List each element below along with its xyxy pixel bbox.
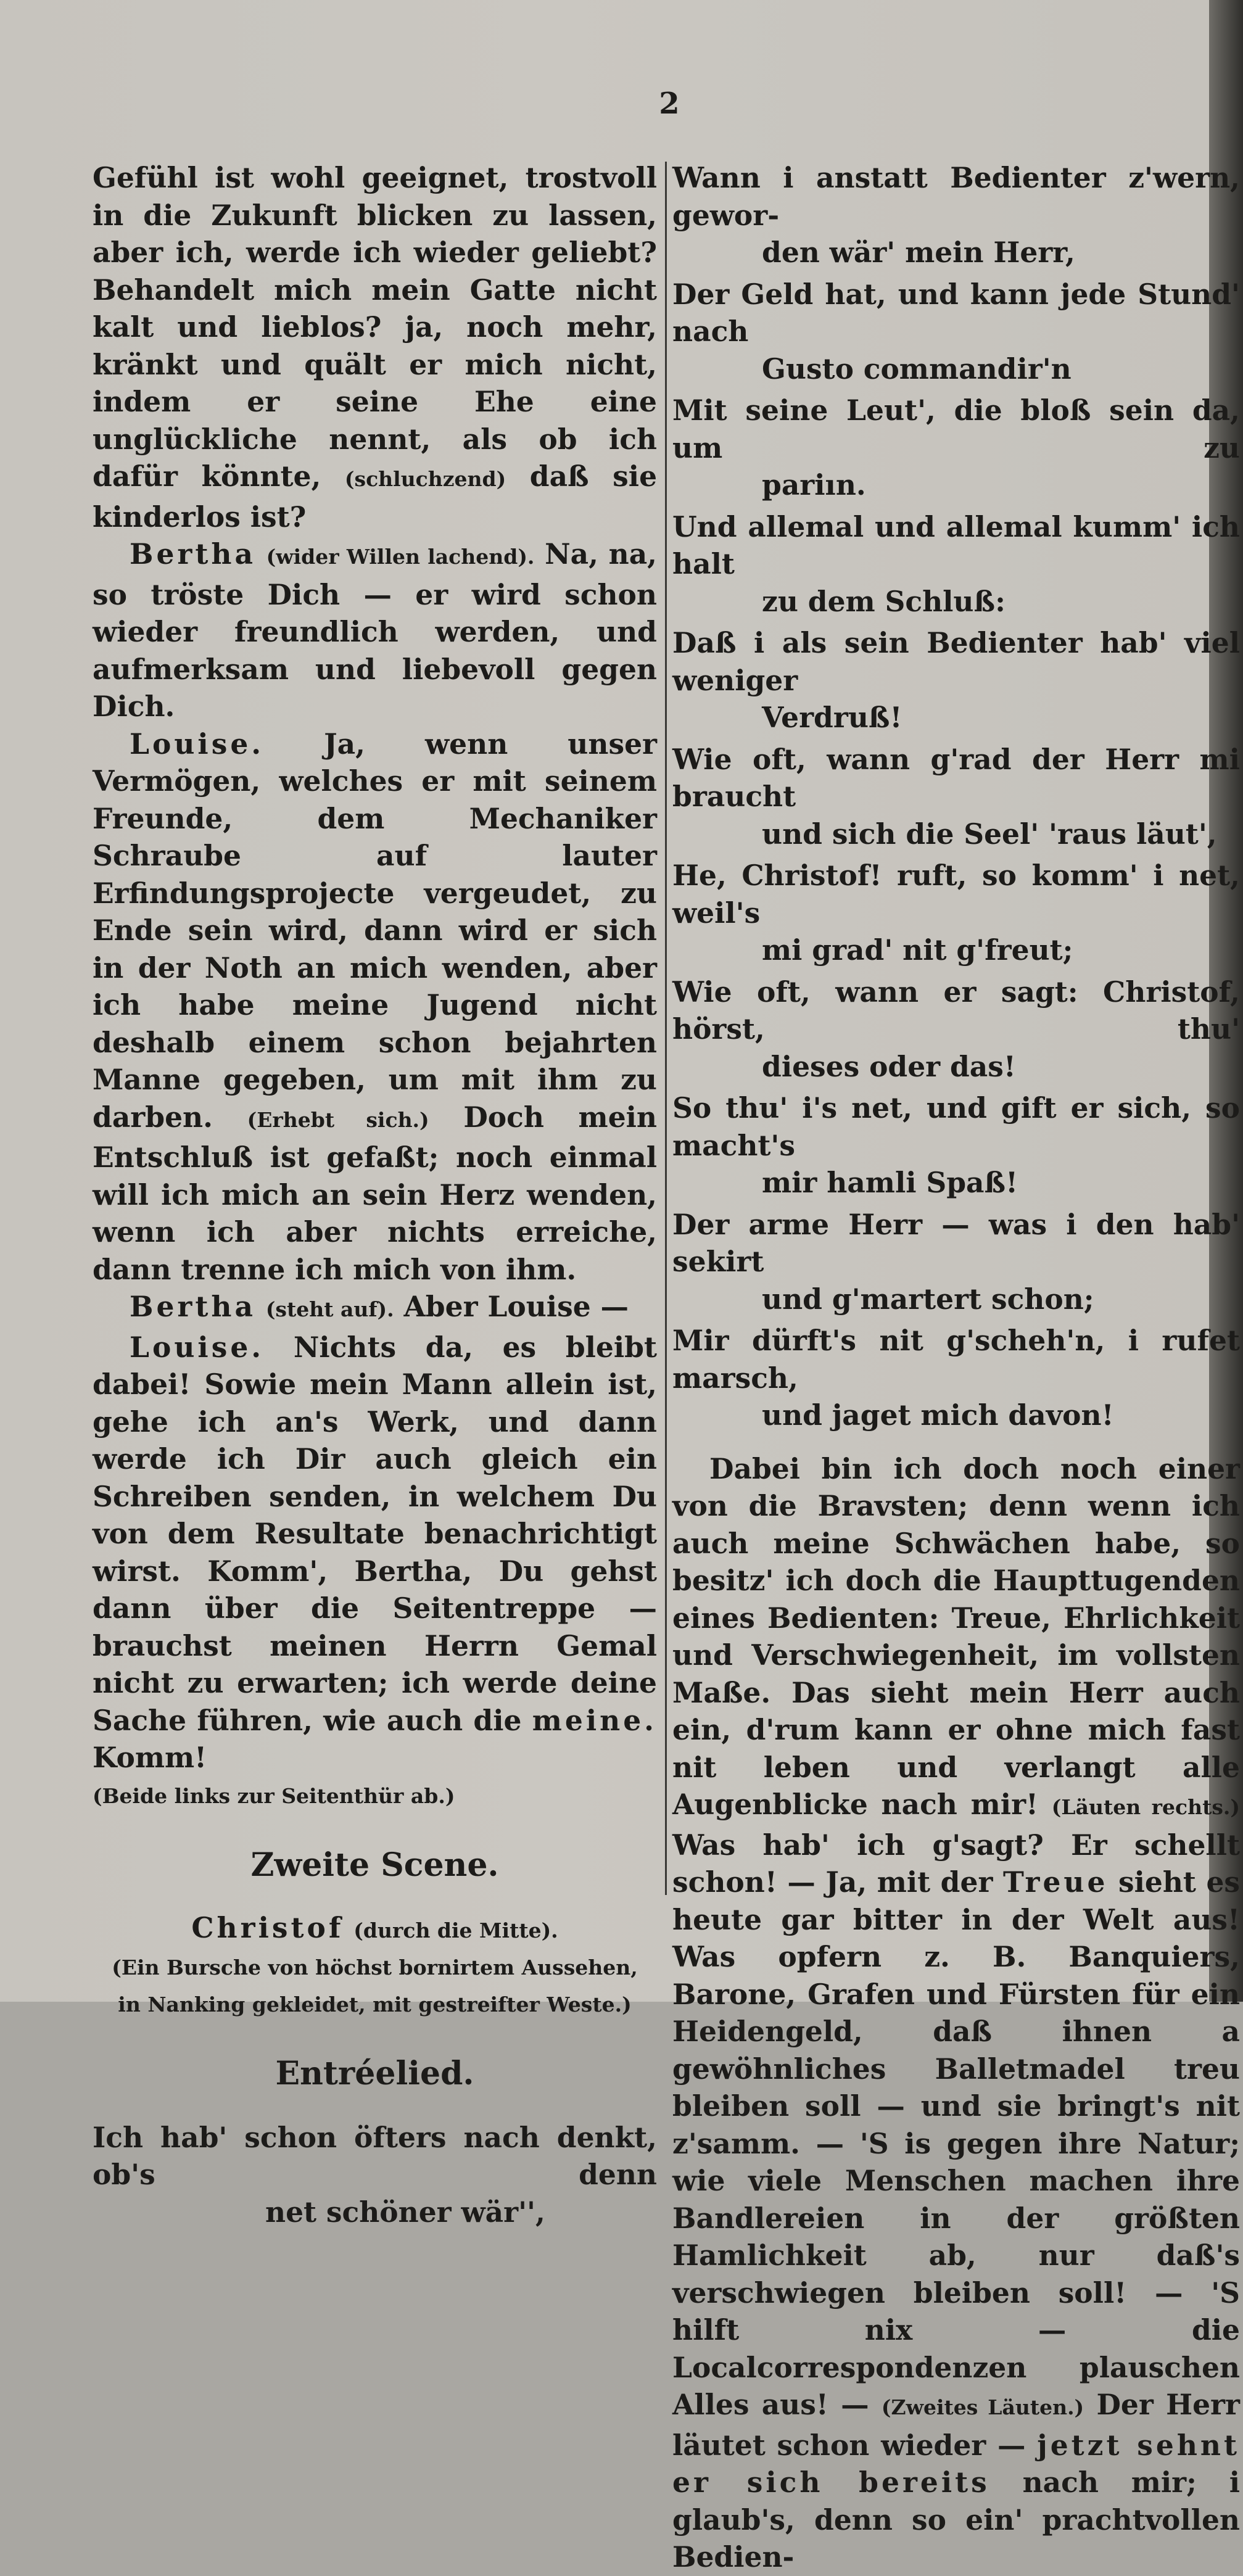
- stage-direction: (wider Willen lachend).: [266, 545, 535, 569]
- scene-title: Zweite Scene.: [250, 1846, 499, 1884]
- speaker-name: Louise.: [130, 727, 265, 761]
- speaker-name: Bertha: [130, 537, 256, 571]
- left-column: [93, 159, 657, 2231]
- verse: Mit seine Leut', die bloß sein da, um zu pariın.: [672, 394, 1240, 502]
- verse: So thu' i's net, und gift er sich, so macht's mir hamli Spaß!: [672, 1091, 1240, 1199]
- song-line: Ich hab' schon öfters nach denkt, ob's denn net schöner wär'',: [93, 2120, 657, 2229]
- stage-direction: (schluchzend): [344, 467, 506, 491]
- right-column: [672, 159, 1240, 2576]
- stage-direction: (steht auf).: [265, 1297, 394, 1321]
- stage-direction: (Zweites Läuten.): [881, 2395, 1084, 2419]
- bertha-speech: Bertha (steht auf). Aber Louise —: [130, 1290, 629, 1323]
- character-description: (Ein Bursche von höchst bornirtem Aussehen, in Nanking gekleidet, mit gestreifter Weste.): [112, 1955, 638, 2017]
- character-entrance: [93, 1909, 657, 1950]
- song-title: Entréelied.: [275, 2055, 474, 2092]
- verse: Wie oft, wann g'rad der Herr mi braucht und sich die Seel' 'raus läut',: [672, 742, 1240, 851]
- column-divider: [665, 162, 667, 1895]
- christof-monologue: Dabei bin ich doch noch einer von die Bravsten; denn wenn ich auch meine Schwächen habe, so besitz' ich doch die Haupttugenden eines Bedienten: Treue, Ehrlichkeit und Verschwiegenheit, im vollsten Maße. Das sieht mein Herr auch ein, d'rum kann er ohne mich fast nit leben und verlangt alle Augenblicke nach mir! (Läuten rechts.) Was hab' ich g'sagt? Er schellt schon! — Ja, mit der Treue sieht es heute gar bitter in der Welt aus! Was opfern z. B. Banquiers, Barone, Grafen und Fürsten für ein Heidengeld, daß ihnen a gewöhnliches Balletmadel treu bleiben soll — und sie bringt's nit z'samm. — 'S is gegen ihre Natur; wie viele Menschen machen ihre Bandlereien in der größten Hamlichkeit ab, nur daß's verschwiegen bleiben soll! — 'S hilft nix — die Localcorrespondenzen plauschen Alles aus! — (Zweites Läuten.) Der Herr läutet schon wieder — jetzt sehnt er sich bereits nach mir; i glaub's, denn so ein' prachtvollen Bedien-: [672, 1451, 1241, 2574]
- verse: Mir dürft's nit g'scheh'n, i rufet marsch, und jaget mich davon!: [672, 1324, 1240, 1432]
- stage-direction: (durch die Mitte).: [353, 1918, 558, 1942]
- verse: Daß i als sein Bedienter hab' viel weniger Verdruß!: [672, 626, 1240, 734]
- louise-speech: Louise. Nichts da, es bleibt dabei! Sowie mein Mann allein ist, gehe ich an's Werk, und dann werde ich Dir auch gleich ein Schreiben senden, in welchem Du von dem Resultate benachrichtigt wirst. Komm', Bertha, Du gehst dann über die Seitentreppe — brauchst meinen Herrn Gemal nicht zu erwarten; ich werde deine Sache führen, wie auch die meine. Komm!: [93, 1330, 657, 1774]
- verse: Und allemal und allemal kumm' ich halt zu dem Schluß:: [672, 510, 1240, 618]
- verse: Der Geld hat, und kann jede Stund' nach Gusto commandir'n: [672, 277, 1240, 386]
- verse: Wie oft, wann er sagt: Christof, hörst, thu' dieses oder das!: [672, 975, 1240, 1083]
- verse: Der arme Herr — was i den hab' sekirt und g'martert schon;: [672, 1207, 1240, 1316]
- song-verses: [672, 159, 1240, 1434]
- speaker-name: Bertha: [130, 1290, 256, 1323]
- page-number: 2: [659, 86, 680, 121]
- stage-direction: (Läuten rechts.): [1051, 1795, 1240, 1819]
- verse: Wann i anstatt Bedienter z'wern, gewor- den wär' mein Herr,: [672, 161, 1240, 269]
- verse: He, Christof! ruft, so komm' i net, weil's mi grad' nit g'freut;: [672, 859, 1240, 967]
- stage-exit-direction: (Beide links zur Seitenthür ab.): [93, 1783, 455, 1808]
- speaker-name: Christof: [191, 1910, 344, 1944]
- louise-speech: Louise. Ja, wenn unser Vermögen, welches er mit seinem Freunde, dem Mechaniker Schraube auf lauter Erfindungsprojecte vergeudet, zu Ende sein wird, dann wird er sich in der Noth an mich wenden, aber ich habe meine Jugend nicht deshalb einem schon bejahrten Manne gegeben, um mit ihm zu darben. (Erhebt sich.) Doch mein Entschluß ist gefaßt; noch einmal will ich mich an sein Herz wenden, wenn ich aber nichts erreiche, dann trenne ich mich von ihm.: [93, 727, 658, 1286]
- stage-direction: (Erhebt sich.): [247, 1107, 429, 1132]
- louise-speech-continued: Gefühl ist wohl geeignet, trostvoll in die Zukunft blicken zu lassen, aber ich, werde ich wieder geliebt? Behandelt mich mein Gatte nicht kalt und lieblos? ja, noch mehr, kränkt und quält er mich nicht, indem er seine Ehe eine unglückliche nennt, als ob ich dafür könnte, (schluchzend) daß sie kinderlos ist?: [93, 161, 658, 534]
- bertha-speech: Bertha (wider Willen lachend). Na, na, so tröste Dich — er wird schon wieder freundlich werden, und aufmerksam und liebevoll gegen Dich.: [93, 537, 658, 723]
- speaker-name: Louise.: [130, 1330, 265, 1364]
